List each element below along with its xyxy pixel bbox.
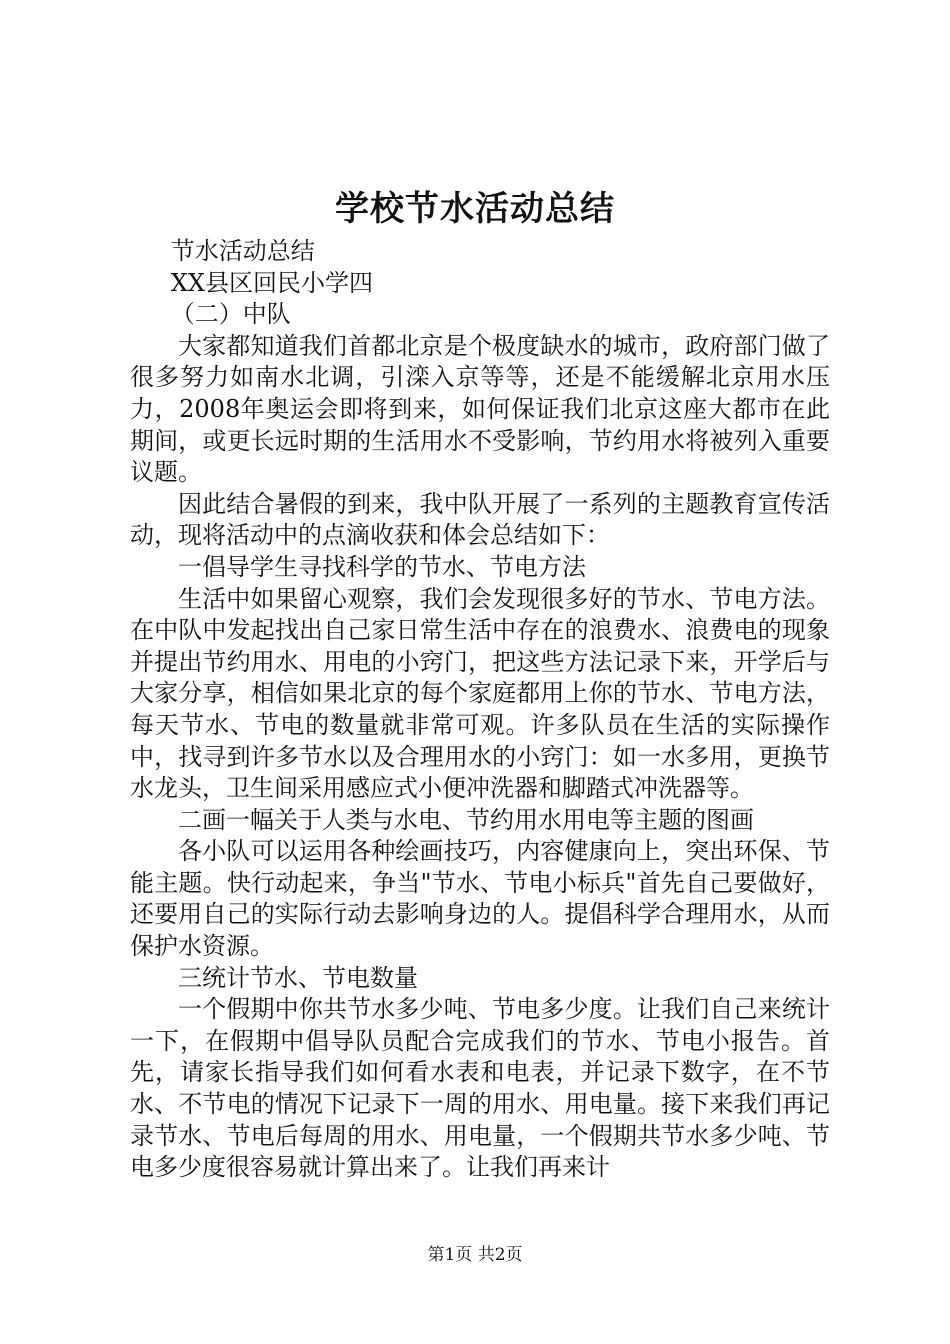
section-heading-one: 一倡导学生寻找科学的节水、节电方法	[178, 552, 586, 581]
paragraph-section-two: 各小队可以运用各种绘画技巧，内容健康向上，突出环保、节能主题。快行动起来，争当"节水、节电小标兵"首先自己要做好，还要用自己的实际行动去影响身边的人。提倡科学合理用水，从而保护水资源。	[130, 837, 830, 961]
paragraph-school: XX县区回民小学四	[170, 268, 373, 297]
section-heading-two: 二画一幅关于人类与水电、节约用水用电等主题的图画	[178, 805, 754, 834]
paragraph-intro: 大家都知道我们首都北京是个极度缺水的城市，政府部门做了很多努力如南水北调，引滦入京等等，还是不能缓解北京用水压力，2008年奥运会即将到来，如何保证我们北京这座大都市在此期间，或更长远时期的生活用水不受影响，节约用水将被列入重要议题。	[130, 331, 830, 487]
document-body	[130, 236, 830, 1184]
paragraph-section-three: 一个假期中你共节水多少吨、节电多少度。让我们自己来统计一下，在假期中倡导队员配合完成我们的节水、节电小报告。首先，请家长指导我们如何看水表和电表，并记录下数字，在不节水、不节电的情况下记录下一周的用水、用电量。接下来我们再记录节水、节电后每周的用水、用电量，一个假期共节水多少吨、节电多少度很容易就计算出来了。让我们再来计	[130, 995, 830, 1182]
paragraph-class: （二）中队	[170, 300, 291, 329]
page-footer: 第1页 共2页	[427, 1245, 523, 1265]
paragraph-section-one: 生活中如果留心观察，我们会发现很多好的节水、节电方法。在中队中发起找出自己家日常生活中存在的浪费水、浪费电的现象并提出节约用水、用电的小窍门，把这些方法记录下来，开学后与大家分享，相信如果北京的每个家庭都用上你的节水、节电方法，每天节水、节电的数量就非常可观。许多队员在生活的实际操作中，找寻到许多节水以及合理用水的小窍门：如一水多用，更换节水龙头，卫生间采用感应式小便冲洗器和脚踏式冲洗器等。	[130, 584, 830, 803]
paragraph-subtitle: 节水活动总结	[170, 237, 315, 265]
paragraph-summary-lead: 因此结合暑假的到来，我中队开展了一系列的主题教育宣传活动，现将活动中的点滴收获和体会总结如下：	[130, 489, 830, 550]
section-heading-three: 三统计节水、节电数量	[178, 963, 418, 992]
document-title: 学校节水活动总结	[335, 189, 615, 229]
